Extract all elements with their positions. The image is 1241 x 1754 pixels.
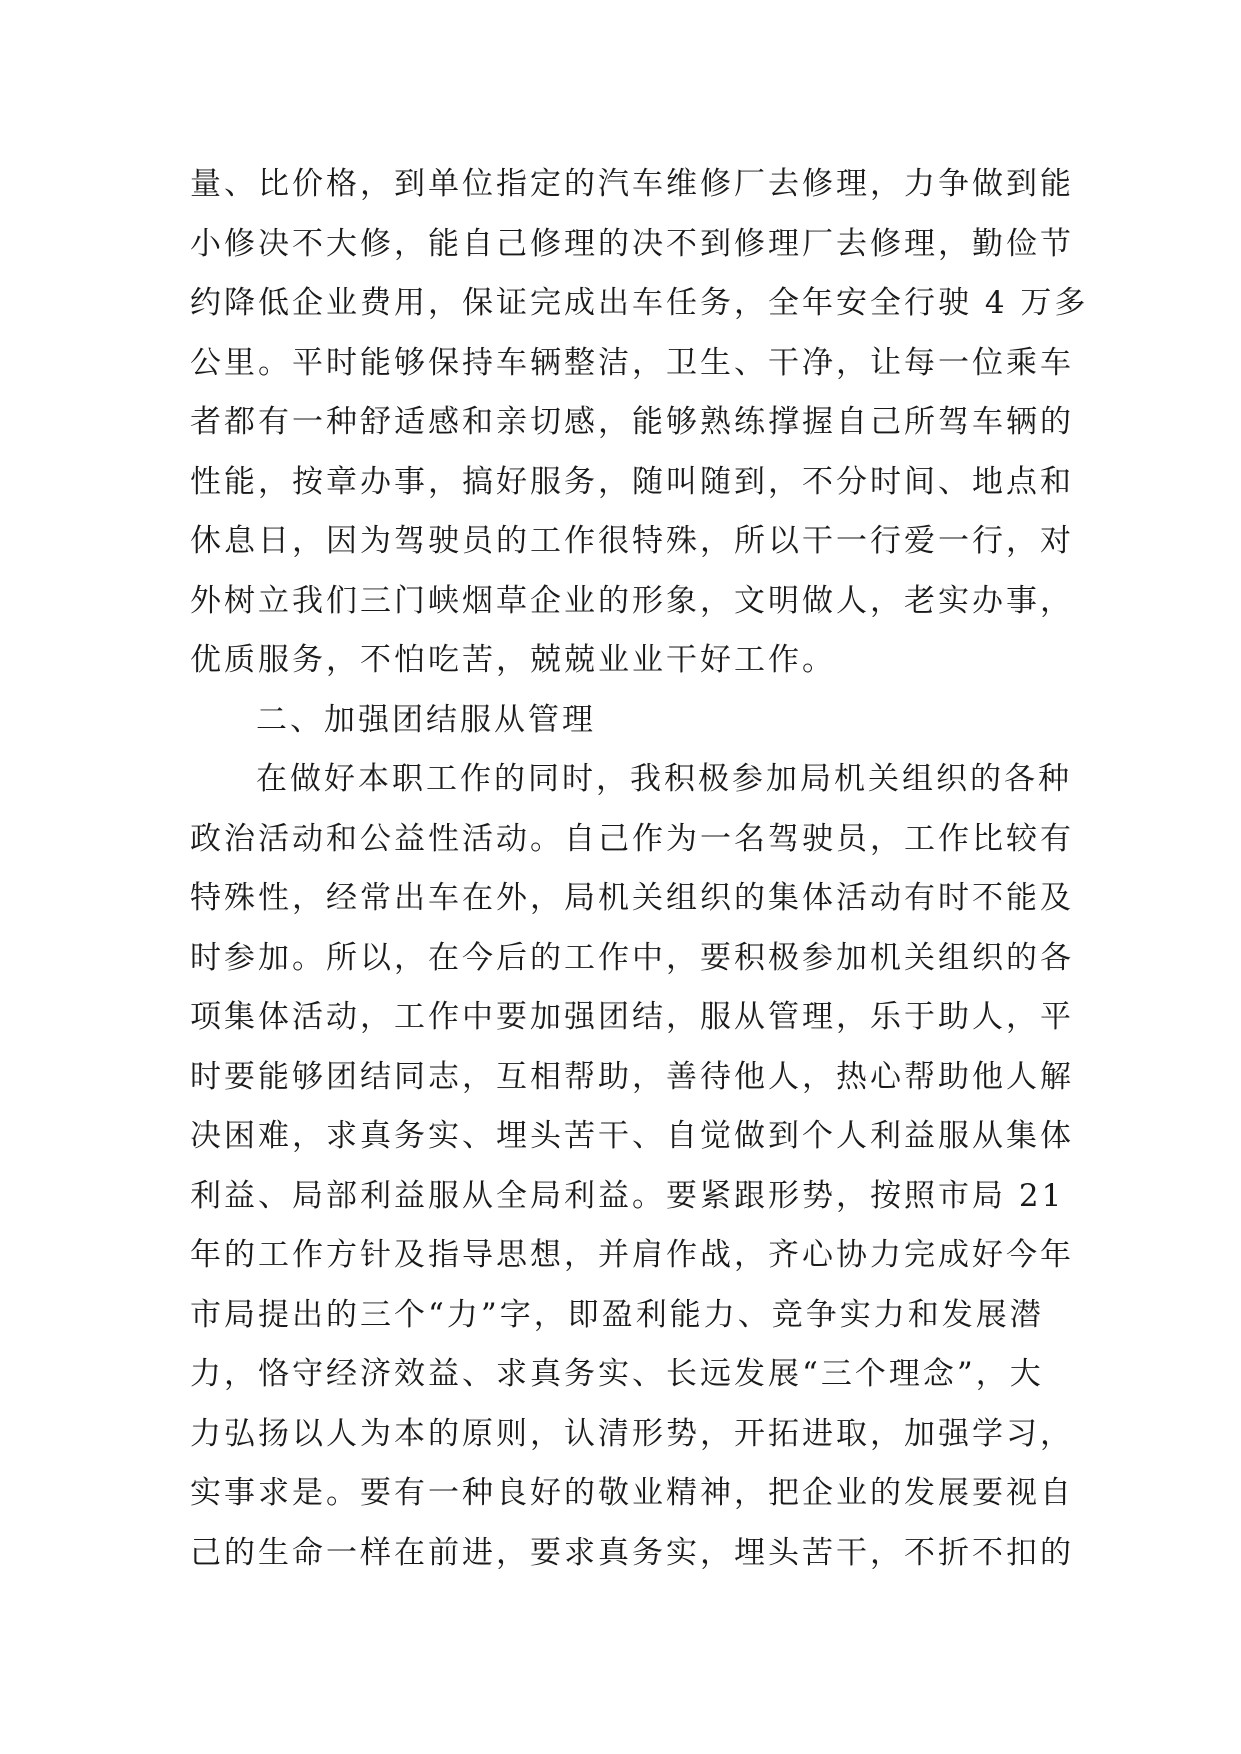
text-line: 己的生命一样在前进，要求真务实，埋头苦干，不折不扣的 bbox=[190, 1534, 1074, 1571]
text-line: 利益、局部利益服从全局利益。要紧跟形势，按照市局 21 bbox=[190, 1177, 1065, 1214]
text-line: 力弘扬以人为本的原则，认清形势，开拓进取，加强学习， bbox=[190, 1415, 1074, 1452]
text-line: 实事求是。要有一种良好的敬业精神，把企业的发展要视自 bbox=[190, 1475, 1074, 1511]
text-line: 优质服务，不怕吃苦，兢兢业业干好工作。 bbox=[190, 642, 836, 678]
text-line: 决困难，求真务实、埋头苦干、自觉做到个人利益服从集体 bbox=[190, 1118, 1074, 1154]
document-body bbox=[190, 155, 1089, 1583]
text-line: 力，恪守经济效益、求真务实、长远发展“三个理念”，大 bbox=[190, 1356, 1044, 1392]
text-line: 休息日，因为驾驶员的工作很特殊，所以干一行爱一行，对 bbox=[190, 523, 1074, 559]
text-line: 时参加。所以，在今后的工作中，要积极参加机关组织的各 bbox=[190, 939, 1074, 976]
text-line: 政治活动和公益性活动。自己作为一名驾驶员，工作比较有 bbox=[190, 820, 1074, 857]
text-line: 市局提出的三个“力”字，即盈利能力、竞争实力和发展潜 bbox=[190, 1296, 1044, 1333]
text-line: 者都有一种舒适感和亲切感，能够熟练撑握自己所驾车辆的 bbox=[190, 404, 1074, 440]
text-line: 时要能够团结同志，互相帮助，善待他人，热心帮助他人解 bbox=[190, 1058, 1074, 1095]
text-line: 约降低企业费用，保证完成出车任务，全年安全行驶 4 万多 bbox=[190, 285, 1089, 321]
text-line: 量、比价格，到单位指定的汽车维修厂去修理，力争做到能 bbox=[190, 166, 1074, 202]
text-line: 项集体活动，工作中要加强团结，服从管理，乐于助人，平 bbox=[190, 999, 1074, 1035]
text-line: 特殊性，经常出车在外，局机关组织的集体活动有时不能及 bbox=[190, 880, 1074, 916]
text-line: 小修决不大修，能自己修理的决不到修理厂去修理，勤俭节 bbox=[190, 225, 1074, 262]
text-line: 年的工作方针及指导思想，并肩作战，齐心协力完成好今年 bbox=[190, 1237, 1074, 1273]
paragraph-start-line: 二、加强团结服从管理 bbox=[256, 701, 596, 738]
text-line: 外树立我们三门峡烟草企业的形象，文明做人，老实办事， bbox=[190, 582, 1074, 619]
text-line: 性能，按章办事，搞好服务，随叫随到，不分时间、地点和 bbox=[190, 463, 1074, 500]
text-line: 公里。平时能够保持车辆整洁，卫生、干净，让每一位乘车 bbox=[190, 344, 1074, 381]
paragraph-start-line: 在做好本职工作的同时，我积极参加局机关组织的各种 bbox=[256, 761, 1072, 797]
